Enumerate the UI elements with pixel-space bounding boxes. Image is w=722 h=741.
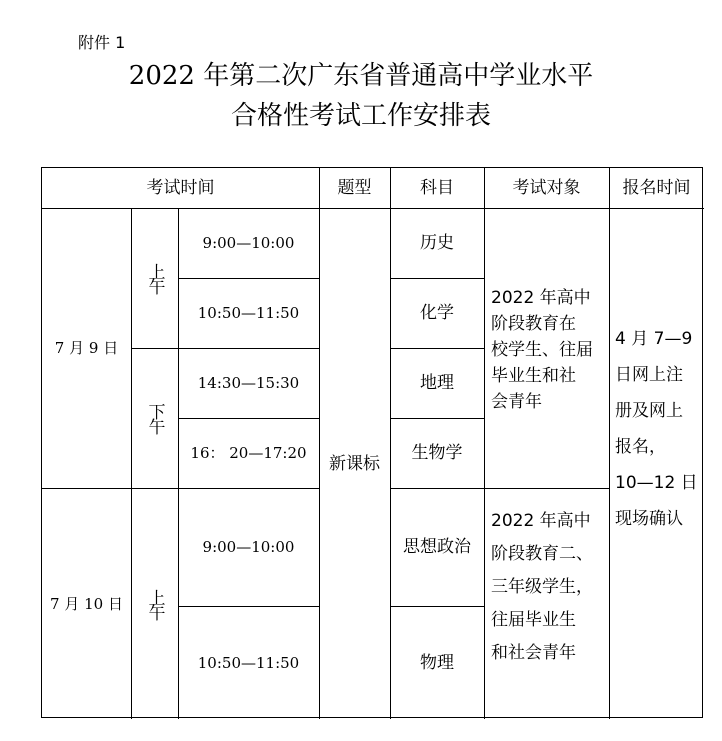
candidates-group1 xyxy=(491,285,607,415)
period-day1-afternoon: 下午 xyxy=(144,403,165,433)
candidates-line: 往届毕业生 xyxy=(491,610,576,630)
time-slot: 10:50—11:50 xyxy=(197,653,300,672)
time-slot: 9:00—10:00 xyxy=(202,538,295,556)
candidates-line: 毕业生和社 xyxy=(491,366,576,386)
header-question-type: 题型 xyxy=(337,178,372,198)
question-type-value: 新课标 xyxy=(329,453,380,474)
subject-cell: 生物学 xyxy=(411,443,463,463)
subject-cell: 化学 xyxy=(420,303,454,323)
schedule-table xyxy=(41,167,703,718)
candidates-line: 校学生、往届 xyxy=(491,340,593,360)
registration-line: 报名， xyxy=(615,437,666,457)
candidates-line: 三年级学生， xyxy=(491,577,593,597)
period-day2-morning: 上午 xyxy=(144,588,165,619)
date-day1: 7 月 9 日 xyxy=(54,339,119,357)
document-title-line1: 2022 年第二次广东省普通高中学业水平 xyxy=(128,61,594,91)
attachment-label: 附件 1 xyxy=(78,33,126,52)
candidates-line: 会青年 xyxy=(491,392,542,412)
date-day2: 7 月 10 日 xyxy=(50,594,123,613)
subject-cell: 物理 xyxy=(420,652,454,673)
subject-cell: 地理 xyxy=(420,373,454,393)
registration-line: 册及网上 xyxy=(615,401,683,421)
candidates-line: 2022 年高中 xyxy=(491,288,591,308)
header-candidates: 考试对象 xyxy=(512,178,581,198)
header-subject: 科目 xyxy=(420,178,454,198)
registration-line: 10—12 日 xyxy=(615,473,698,493)
registration-info xyxy=(615,321,703,537)
candidates-line: 阶段教育二、 xyxy=(491,544,593,564)
document-title-line2: 合格性考试工作安排表 xyxy=(230,101,491,131)
candidates-line: 和社会青年 xyxy=(491,643,576,663)
registration-line: 现场确认 xyxy=(615,509,683,529)
time-slot: 14:30—15:30 xyxy=(197,374,300,392)
candidates-line: 2022 年高中 xyxy=(491,511,591,531)
candidates-group2 xyxy=(491,505,607,670)
time-slot: 16： 20—17:20 xyxy=(190,444,307,462)
header-exam-time: 考试时间 xyxy=(146,178,215,198)
candidates-line: 阶段教育在 xyxy=(491,314,576,334)
time-slot: 10:50—11:50 xyxy=(197,304,300,322)
header-registration-time: 报名时间 xyxy=(622,178,691,198)
time-slot: 9:00—10:00 xyxy=(202,234,295,252)
registration-line: 日网上注 xyxy=(615,365,683,385)
period-day1-morning: 上午 xyxy=(144,263,165,293)
subject-cell: 历史 xyxy=(420,233,454,253)
subject-cell: 思想政治 xyxy=(403,537,471,557)
registration-line: 4 月 7—9 xyxy=(615,329,693,349)
